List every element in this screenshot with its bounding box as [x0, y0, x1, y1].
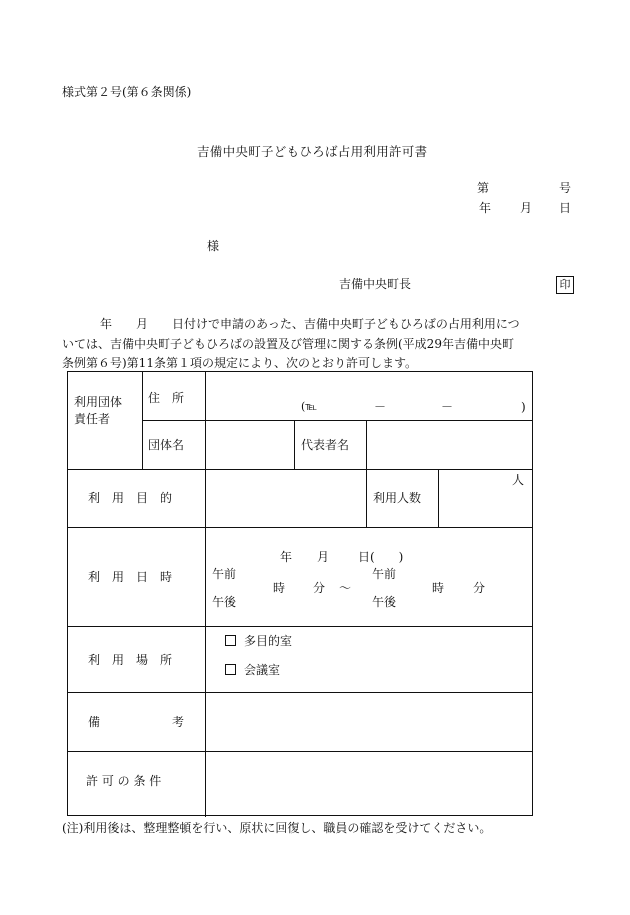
remarks-label-1: 備: [88, 715, 101, 729]
body-line-3: 条例第６号)第11条第１項の規定により、次のとおり許可します。: [62, 356, 417, 370]
row-divider: [68, 626, 532, 627]
start-hour-label: 時: [273, 581, 286, 595]
body-line-1: 年 月 日付けで申請のあった、吉備中央町子どもひろばの占用利用につ: [100, 317, 520, 331]
place-option-meeting-room[interactable]: [225, 664, 280, 676]
start-am-label: 午前: [212, 567, 237, 581]
permit-table: [67, 371, 533, 816]
checkbox-icon[interactable]: [225, 664, 236, 675]
tel-dash-2: －: [441, 400, 454, 414]
place-option-label: 会議室: [244, 663, 281, 677]
body-line-2: いては、吉備中央町子どもひろばの設置及び管理に関する条例(平成29年吉備中央町: [62, 337, 514, 351]
footnote: (注)利用後は、整理整頓を行い、原状に回復し、職員の確認を受けてください。: [62, 821, 492, 835]
group-name-label: 団体名: [148, 438, 185, 452]
issuer-name: 吉備中央町長: [339, 277, 412, 291]
col-divider: [438, 469, 439, 527]
dt-day: 日( ): [358, 550, 404, 564]
col-divider: [294, 420, 295, 469]
date-day: 日: [559, 201, 572, 215]
range-tilde: ～: [339, 581, 352, 595]
col-divider: [205, 372, 206, 817]
document-title: 吉備中央町子どもひろば占用利用許可書: [197, 144, 428, 159]
form-number: 様式第２号(第６条関係): [62, 85, 192, 99]
row-divider: [68, 469, 532, 470]
applicant-label-2: 責任者: [74, 412, 111, 426]
doc-number-prefix: 第: [477, 181, 490, 195]
tel-close: ): [521, 400, 526, 414]
applicant-label-1: 利用団体: [74, 395, 123, 409]
row-divider: [68, 527, 532, 528]
count-label: 利用人数: [373, 491, 422, 505]
datetime-label: 利 用 日 時: [88, 570, 173, 584]
row-divider: [143, 420, 532, 421]
tel-open: (℡: [301, 400, 318, 413]
col-divider: [142, 372, 143, 469]
addressee-suffix: 様: [207, 239, 220, 253]
representative-label: 代表者名: [301, 438, 350, 452]
count-unit: 人: [512, 473, 525, 487]
date-year: 年: [479, 201, 492, 215]
start-pm-label: 午後: [212, 595, 237, 609]
end-pm-label: 午後: [372, 595, 397, 609]
seal-stamp: 印: [556, 276, 574, 294]
end-hour-label: 時: [432, 581, 445, 595]
row-divider: [68, 692, 532, 693]
place-label: 利 用 場 所: [88, 653, 173, 667]
end-minute-label: 分: [473, 581, 486, 595]
row-divider: [68, 751, 532, 752]
purpose-label: 利 用 目 的: [88, 491, 173, 505]
dt-year: 年: [280, 550, 293, 564]
place-option-label: 多目的室: [244, 634, 293, 648]
end-am-label: 午前: [372, 567, 397, 581]
checkbox-icon[interactable]: [225, 635, 236, 646]
conditions-label: 許 可 の 条 件: [86, 774, 162, 788]
date-month: 月: [520, 201, 533, 215]
tel-dash-1: －: [374, 400, 387, 414]
remarks-label-2: 考: [172, 715, 185, 729]
col-divider: [366, 420, 367, 527]
dt-month: 月: [317, 550, 330, 564]
doc-number-suffix: 号: [559, 181, 572, 195]
start-minute-label: 分: [313, 581, 326, 595]
place-option-multipurpose[interactable]: [225, 635, 292, 647]
address-label: 住 所: [148, 391, 185, 405]
